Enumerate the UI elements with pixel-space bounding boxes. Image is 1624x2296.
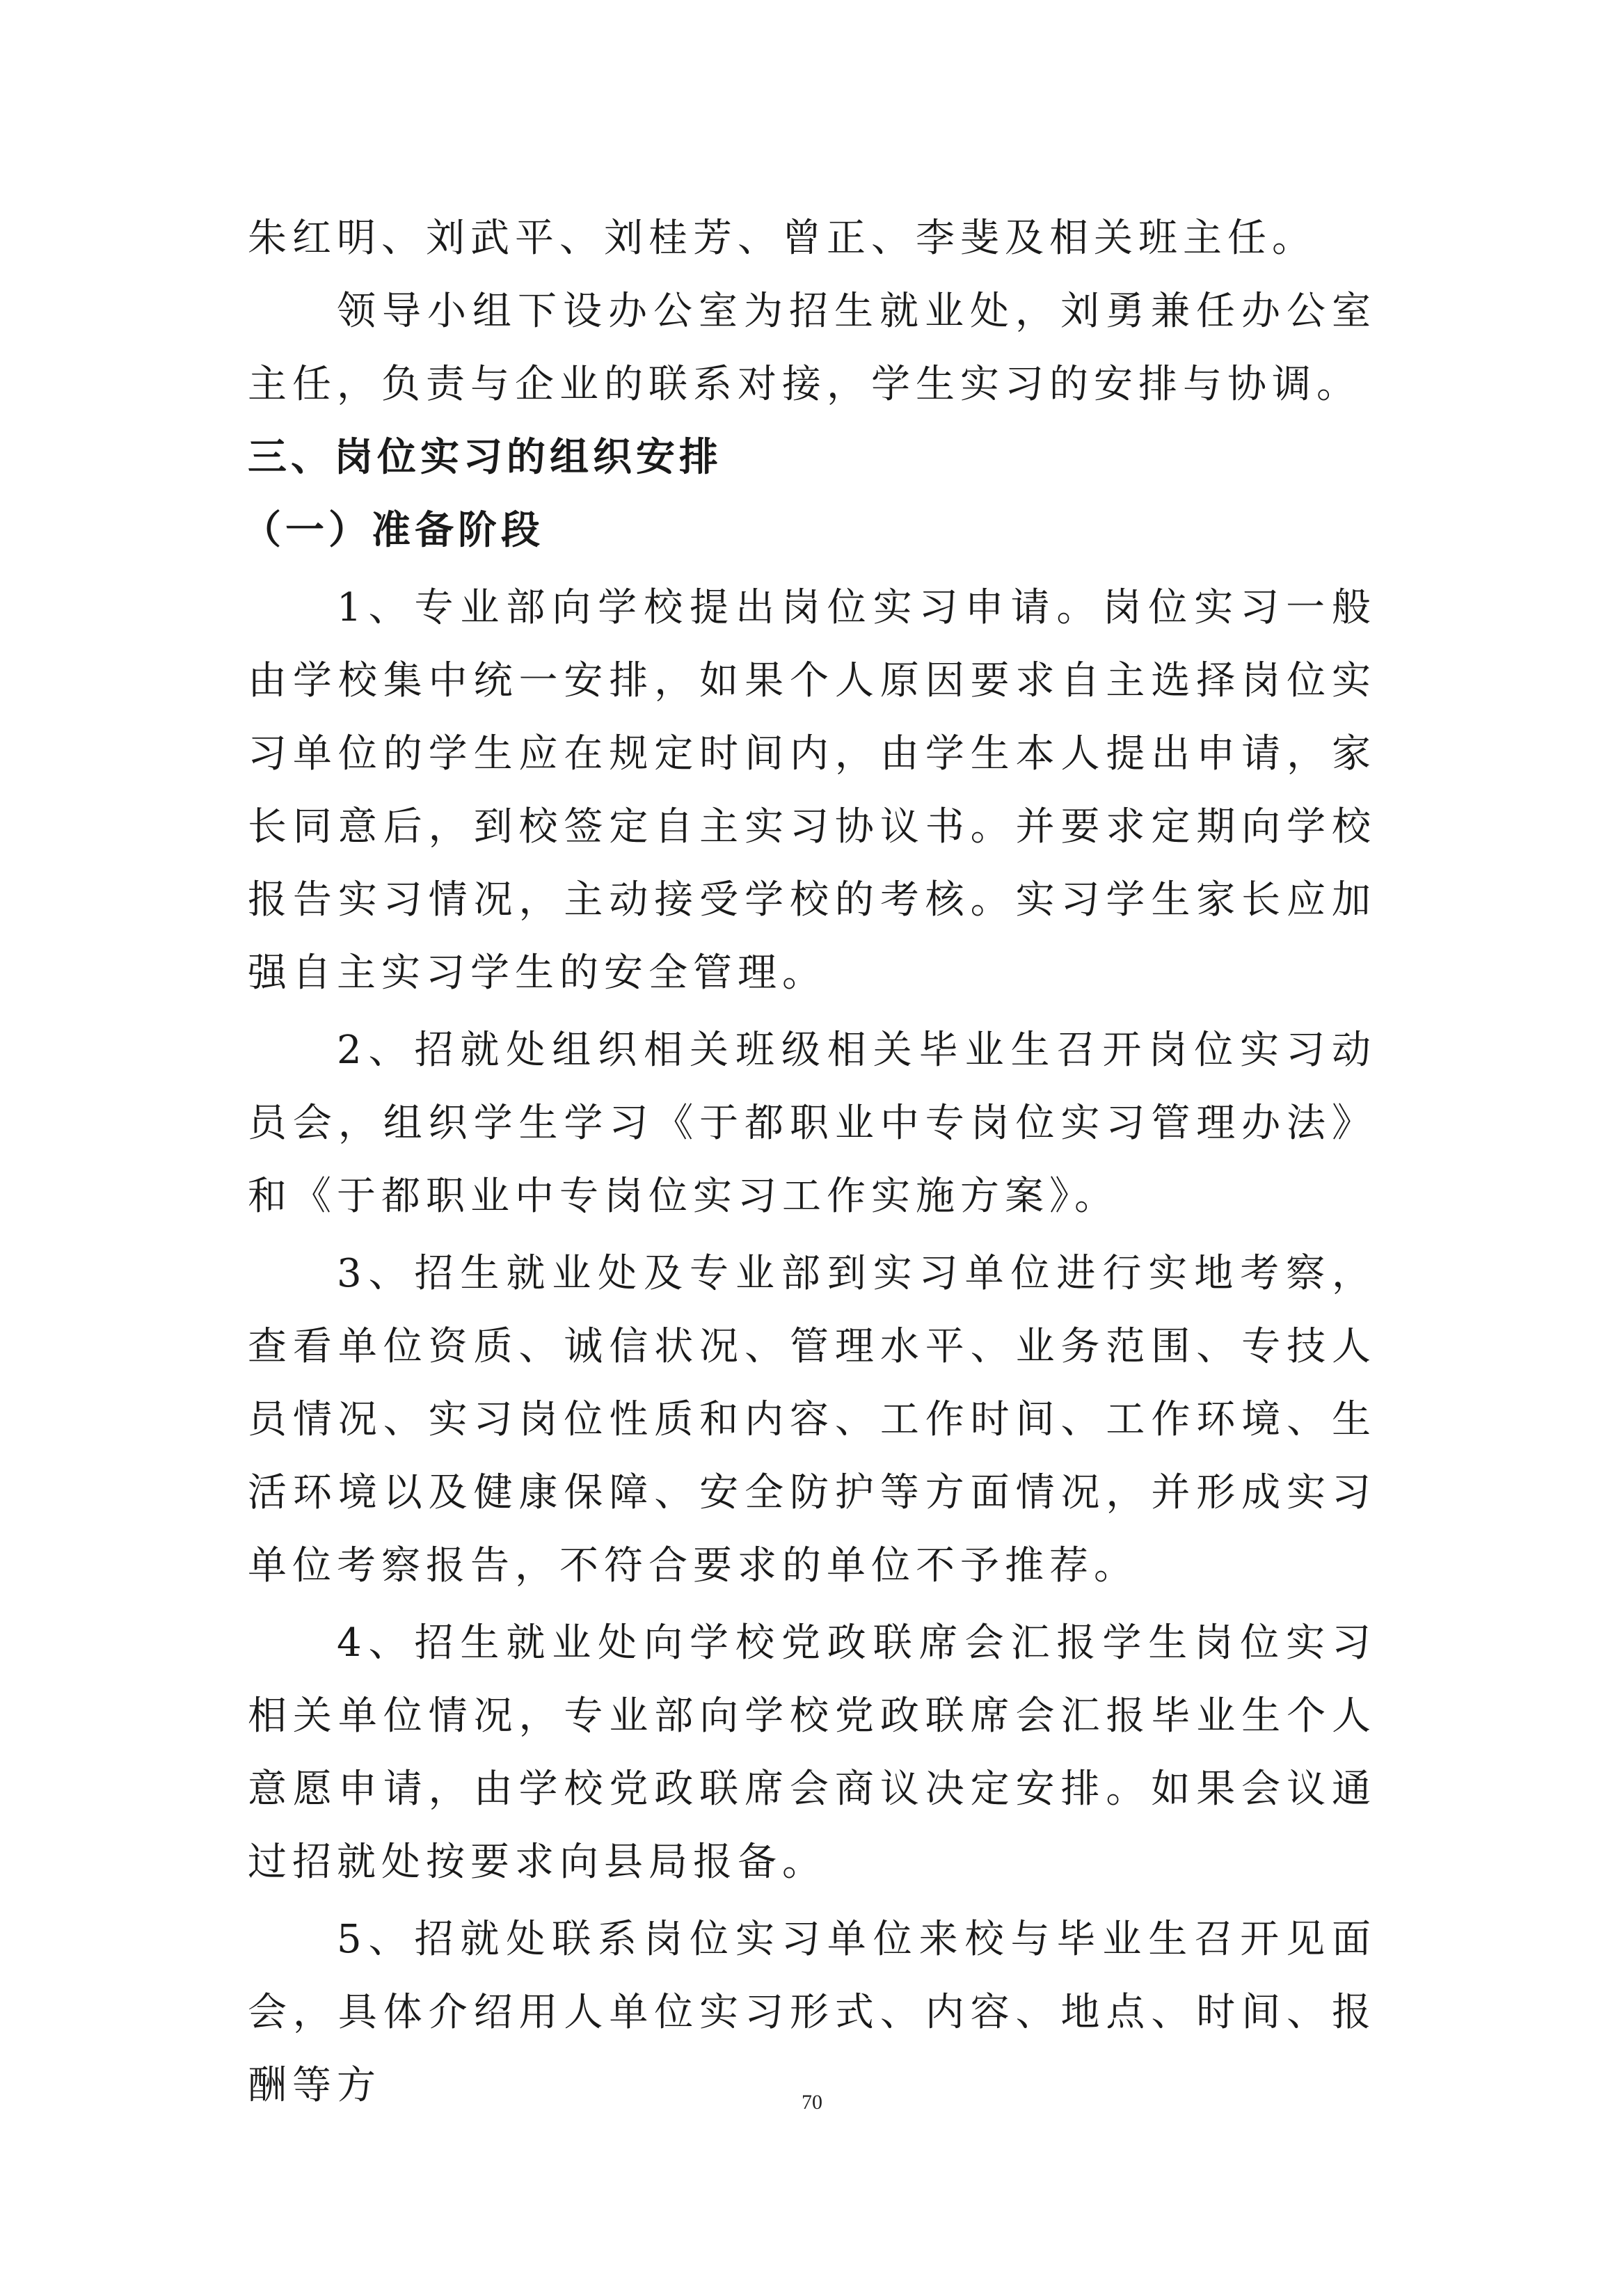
page-number: 70: [802, 2091, 822, 2114]
list-item: 2、招就处组织相关班级相关毕业生召开岗位实习动员会，组织学生学习《于都职业中专岗位实习管理办法》和《于都职业中专岗位实习工作实施方案》。: [248, 1028, 1376, 1219]
section-title: 三、岗位实习的组织安排: [248, 435, 722, 480]
list-item: 3、招生就业处及专业部到实习单位进行实地考察，查看单位资质、诚信状况、管理水平、业务范围、专技人员情况、实习岗位性质和内容、工作时间、工作环境、生活环境以及健康保障、安全防护等方面情况，并形成实习单位考察报告，不符合要求的单位不予推荐。: [248, 1251, 1376, 1588]
office-paragraph: 领导小组下设办公室为招生就业处，刘勇兼任办公室主任，负责与企业的联系对接，学生实习的安排与协调。: [248, 289, 1376, 407]
list-item: 4、招生就业处向学校党政联席会汇报学生岗位实习相关单位情况，专业部向学校党政联席会汇报毕业生个人意愿申请，由学校党政联席会商议决定安排。如果会议通过招就处按要求向县局报备。: [248, 1620, 1376, 1885]
list-item: 5、招就处联系岗位实习单位来校与毕业生召开见面会，具体介绍用人单位实习形式、内容、地点、时间、报酬等方: [248, 1917, 1376, 2108]
document-body: [242, 202, 1376, 2122]
list-item: 1、专业部向学校提出岗位实习申请。岗位实习一般由学校集中统一安排，如果个人原因要求自主选择岗位实习单位的学生应在规定时间内，由学生本人提出申请，家长同意后，到校签定自主实习协议书。并要求定期向学校报告实习情况，主动接受学校的考核。实习学生家长应加强自主实习学生的安全管理。: [248, 585, 1376, 996]
subsection-title: （一）准备阶段: [242, 508, 544, 553]
continuation-paragraph: 朱红明、刘武平、刘桂芳、曾正、李斐及相关班主任。: [248, 216, 1316, 261]
